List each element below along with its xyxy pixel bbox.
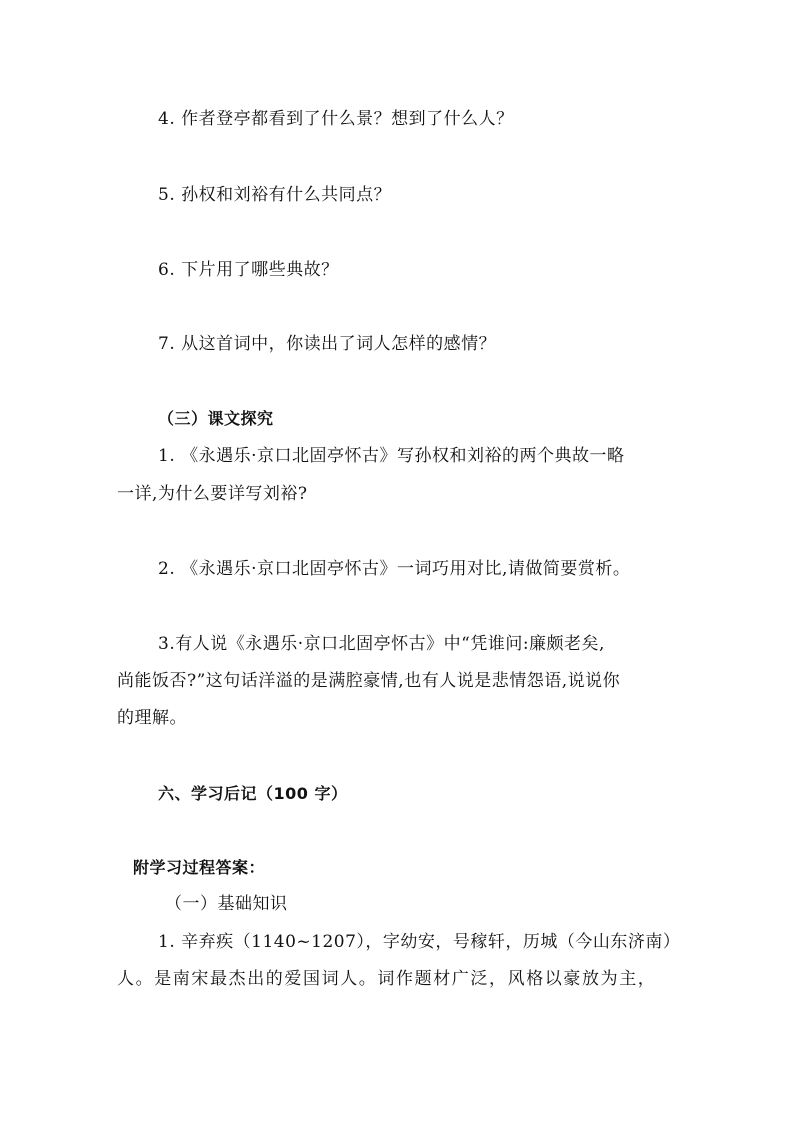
explore-q1-line1: 1. 《永遇乐·京口北固亭怀古》写孙权和刘裕的两个典故一略 <box>158 446 625 466</box>
appendix-sub-heading: （一）基础知识 <box>165 894 288 914</box>
section-3-heading: （三）课文探究 <box>158 409 274 428</box>
appendix-heading: 附学习过程答案： <box>133 858 266 877</box>
question-4: 4. 作者登亭都看到了什么景？想到了什么人？ <box>158 109 514 129</box>
question-6: 6. 下片用了哪些典故？ <box>158 260 339 280</box>
appendix-line1: 1. 辛弃疾（1140~1207），字幼安，号稼轩，历城（今山东济南） <box>158 932 681 952</box>
explore-q3-line3: 的理解。 <box>117 708 187 728</box>
question-5: 5. 孙权和刘裕有什么共同点？ <box>158 185 392 205</box>
explore-q3-line2: 尚能饭否?”这句话洋溢的是满腔豪情,也有人说是悲情怨语,说说你 <box>117 671 621 691</box>
explore-q2: 2. 《永遇乐·京口北固亭怀古》一词巧用对比,请做简要赏析。 <box>158 559 631 579</box>
section-6-heading: 六、学习后记（100 字） <box>158 784 348 803</box>
question-7: 7. 从这首词中，你读出了词人怎样的感情？ <box>158 334 497 354</box>
explore-q3-line1: 3.有人说《永遇乐·京口北固亭怀古》中“凭谁问:廉颇老矣, <box>158 634 605 654</box>
appendix-line2: 人。是南宋最杰出的爱国词人。词作题材广泛，风格以豪放为主， <box>117 969 657 989</box>
explore-q1-line2: 一详,为什么要详写刘裕? <box>117 484 308 504</box>
